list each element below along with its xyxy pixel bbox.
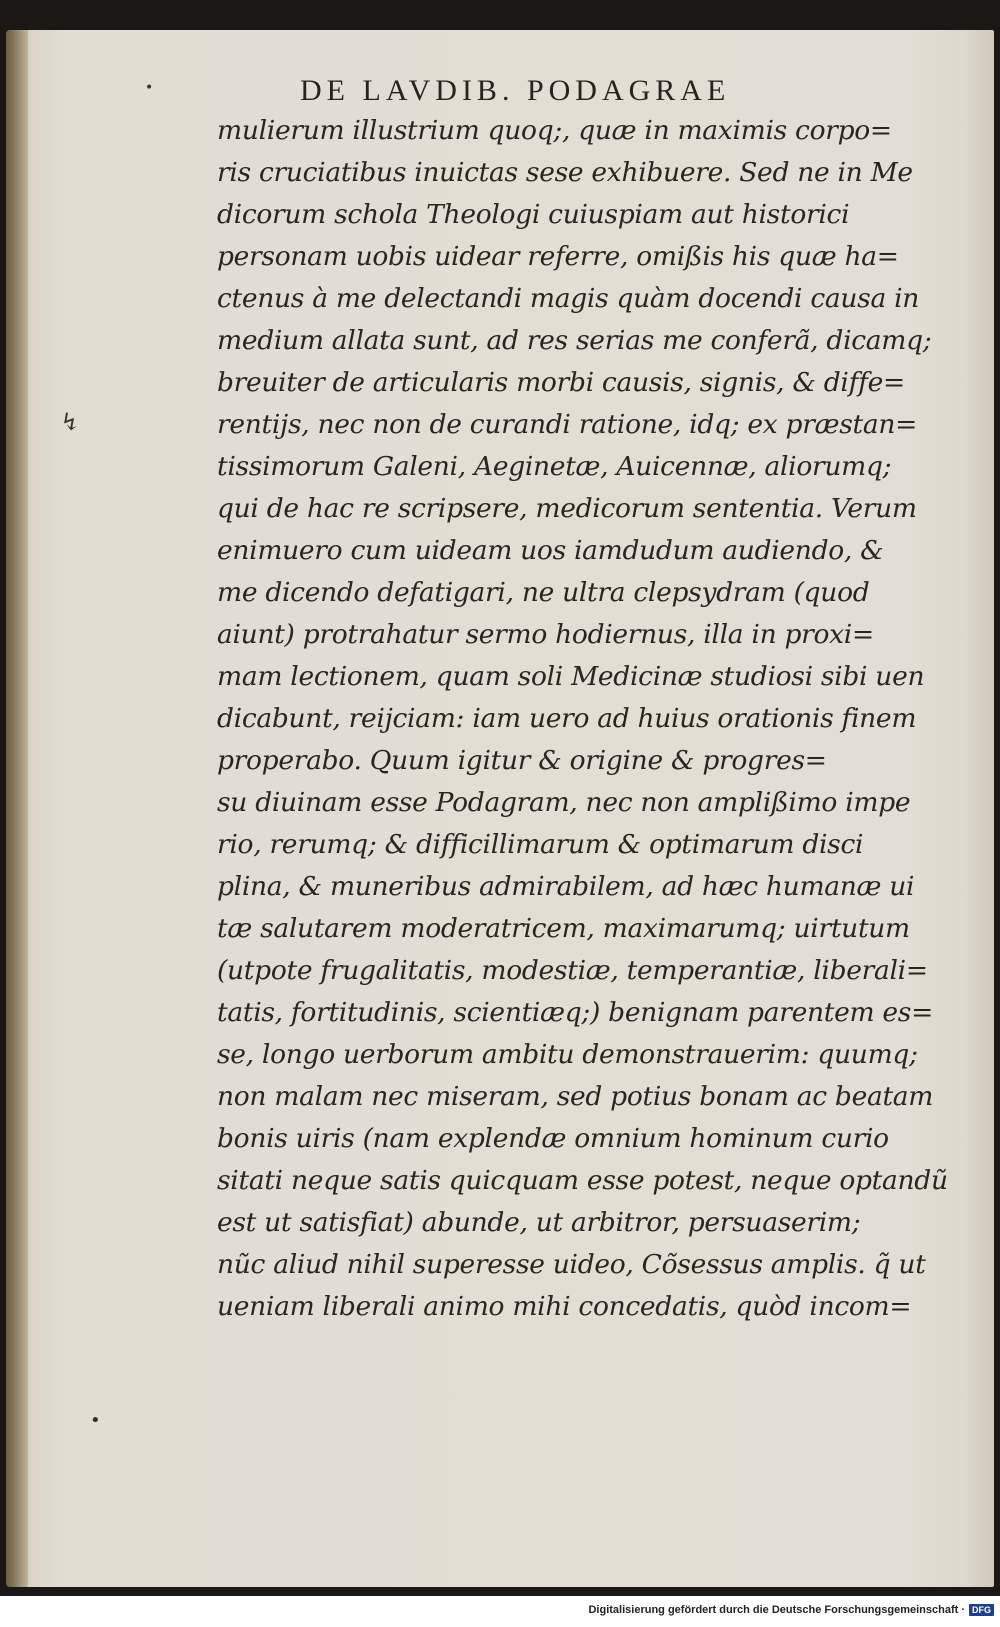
text-line: mam lectionem, quam soli Medicinæ studiosi sibi uen <box>217 661 925 692</box>
text-line: rentijs, nec non de curandi ratione, idq; ex præstan= <box>217 409 918 440</box>
ink-dot: • <box>90 1410 101 1431</box>
text-line: dicorum schola Theologi cuiuspiam aut historici <box>217 199 850 230</box>
text-line: su diuinam esse Podagram, nec non amplißimo impe <box>217 787 911 818</box>
text-line: plina, & muneribus admirabilem, ad hæc humanæ ui <box>217 871 915 902</box>
text-line: non malam nec miseram, sed potius bonam ac beatam <box>217 1081 934 1112</box>
text-line: rio, rerumq; & difficillimarum & optimarum disci <box>217 829 864 860</box>
text-line: personam uobis uidear referre, omißis his quæ ha= <box>217 241 899 272</box>
text-line: bonis uiris (nam explendæ omnium hominum curio <box>217 1123 889 1154</box>
text-line: (utpote frugalitatis, modestiæ, temperantiæ, liberali= <box>217 955 928 986</box>
text-line: properabo. Quum igitur & origine & progres= <box>217 745 827 776</box>
text-line: sitati neque satis quicquam esse potest, neque optandũ <box>217 1165 948 1196</box>
ink-dot: • <box>145 80 154 96</box>
text-line: medium allata sunt, ad res serias me conferã, dicamq; <box>217 325 932 356</box>
text-line: se, longo uerborum ambitu demonstrauerim: quumq; <box>217 1039 918 1070</box>
text-line: ris cruciatibus inuictas sese exhibuere. Sed ne in Me <box>217 157 913 188</box>
text-line: nũc aliud nihil superesse uideo, Cõsessus amplis. q̃ ut <box>217 1249 926 1280</box>
credit-text: Digitalisierung gefördert durch die Deutsche Forschungsgemeinschaft · <box>588 1604 965 1616</box>
text-line: qui de hac re scripsere, medicorum sententia. Verum <box>217 493 917 524</box>
text-line: tatis, fortitudinis, scientiæq;) benignam parentem es= <box>217 997 933 1028</box>
dfg-logo-icon: DFG <box>969 1604 994 1616</box>
text-line: me dicendo defatigari, ne ultra clepsydram (quod <box>217 577 870 608</box>
text-line: est ut satisfiat) abunde, ut arbitror, persuaserim; <box>217 1207 861 1238</box>
text-line: breuiter de articularis morbi causis, signis, & diffe= <box>217 367 905 398</box>
text-line: mulierum illustrium quoq;, quæ in maximis corpo= <box>217 115 892 146</box>
text-line: ueniam liberali animo mihi concedatis, quòd incom= <box>217 1291 912 1322</box>
text-line: enimuero cum uideam uos iamdudum audiendo, & <box>217 535 884 566</box>
text-line: ctenus à me delectandi magis quàm docendi causa in <box>217 283 920 314</box>
text-line: dicabunt, reijciam: iam uero ad huius orationis finem <box>217 703 917 734</box>
digitization-credit <box>588 1604 994 1616</box>
running-head: DE LAVDIB. PODAGRAE <box>300 74 731 107</box>
margin-mark: ↯ <box>60 408 81 436</box>
text-line: tissimorum Galeni, Aeginetæ, Auicennæ, aliorumq; <box>217 451 892 482</box>
text-line: aiunt) protrahatur sermo hodiernus, illa in proxi= <box>217 619 874 650</box>
spine-edge <box>6 30 28 1587</box>
page-body <box>217 110 948 1328</box>
text-line: tæ salutarem moderatricem, maximarumq; uirtutum <box>217 913 910 944</box>
